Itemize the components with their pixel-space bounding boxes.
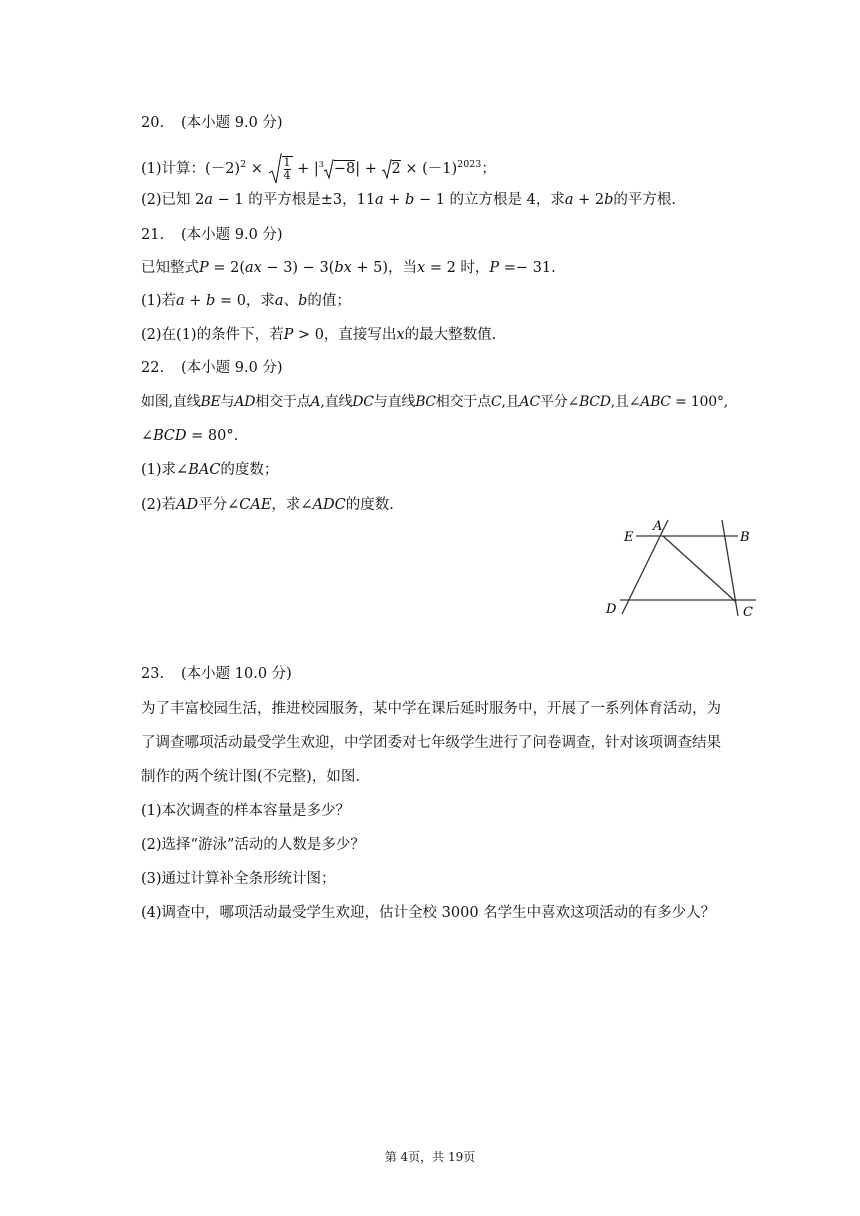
sqrt-frac <box>268 153 293 185</box>
q20-exp-e: 2023 <box>457 159 482 170</box>
fraction-denominator: 4 <box>283 168 291 182</box>
q20-score: (本小题 9.0 分) <box>181 115 283 131</box>
q23-part3: (3)通过计算补全条形统计图； <box>141 871 336 887</box>
q22-part1: (1)求∠𝐵𝐴𝐶的度数； <box>141 462 279 478</box>
label-e: E <box>624 530 634 545</box>
q23-stem-line1: 为了丰富校园生活，推进校园服务，某中学在课后延时服务中，开展了一系列体育活动，为 <box>141 701 721 717</box>
cube-root-body: −8 <box>333 160 356 177</box>
q23-number: 23. <box>141 666 165 682</box>
q20-part1 <box>141 150 496 180</box>
q21-part1: (1)若𝑎 + 𝑏 = 0，求𝑎、𝑏的值； <box>141 293 351 309</box>
q20-math-e: × (－1) <box>400 160 458 177</box>
q21-score: (本小题 9.0 分) <box>181 227 283 243</box>
q20-part1-end: ； <box>481 160 496 177</box>
label-b: B <box>740 530 750 545</box>
q23-score: (本小题 10.0 分) <box>181 666 292 682</box>
q22-stem-line1: 如图,直线𝐵𝐸与𝐴𝐷相交于点𝐴,直线𝐷𝐶与直线𝐵𝐶相交于点𝐶,且𝐴𝐶平分∠𝐵𝐶𝐷,且∠𝐴𝐵𝐶 = 100°, <box>141 394 729 410</box>
q21-part2: (2)在(1)的条件下，若𝑃 > 0，直接写出𝑥的最大整数值. <box>141 327 497 343</box>
q20-part2: (2)已知 2𝑎 − 1 的平方根是±3，11𝑎 + 𝑏 − 1 的立方根是 4，求𝑎 + 2𝑏的平方根. <box>141 192 677 208</box>
sqrt-body: 2 <box>391 160 401 177</box>
q20-math-b: × <box>246 160 268 177</box>
q23-header <box>141 664 292 684</box>
q20-math-d: | + <box>355 160 382 177</box>
q20-header <box>141 113 283 133</box>
label-c: C <box>743 605 753 620</box>
label-d: D <box>606 602 617 617</box>
q22-header <box>141 358 283 378</box>
q20-part1-prefix: (1)计算： <box>141 160 206 177</box>
cube-root-index: 3 <box>318 160 324 169</box>
label-a: A <box>653 519 663 534</box>
q23-stem-line2: 了调查哪项活动最受学生欢迎，中学团委对七年级学生进行了问卷调查，针对该项调查结果 <box>141 735 721 751</box>
radical-sign <box>382 159 392 179</box>
q22-stem-line2: ∠𝐵𝐶𝐷 = 80°. <box>141 428 239 444</box>
q21-stem: 已知整式𝑃 = 2(𝑎𝑥 − 3) − 3(𝑏𝑥 + 5)，当𝑥 = 2 时，𝑃 =− 31. <box>141 260 556 276</box>
q23-part1: (1)本次调查的样本容量是多少？ <box>141 803 351 819</box>
q20-math-a: (－2) <box>205 160 241 177</box>
q22-part2: (2)若𝐴𝐷平分∠𝐶𝐴𝐸，求∠𝐴𝐷𝐶的度数. <box>141 497 394 513</box>
q23-stem-line3: 制作的两个统计图(不完整)，如图. <box>141 769 360 785</box>
fraction-numerator: 1 <box>283 155 291 169</box>
q23-part2: (2)选择“游泳”活动的人数是多少？ <box>141 837 365 853</box>
q22-score: (本小题 9.0 分) <box>181 360 283 376</box>
page-footer: 第 4页，共 19页 <box>384 1150 476 1164</box>
q22-number: 22. <box>141 360 165 376</box>
q21-header <box>141 225 283 245</box>
fraction <box>282 156 293 182</box>
q21-number: 21. <box>141 227 165 243</box>
q23-part4: (4)调查中，哪项活动最受学生欢迎，估计全校 3000 名学生中喜欢这项活动的有多少人？ <box>141 905 716 921</box>
q20-number: 20. <box>141 115 165 131</box>
q20-exp-a: 2 <box>240 159 247 170</box>
geometry-figure <box>600 512 770 624</box>
q20-math-c: + | <box>292 160 319 177</box>
line-ac <box>663 536 736 602</box>
radical-sign <box>324 159 334 179</box>
